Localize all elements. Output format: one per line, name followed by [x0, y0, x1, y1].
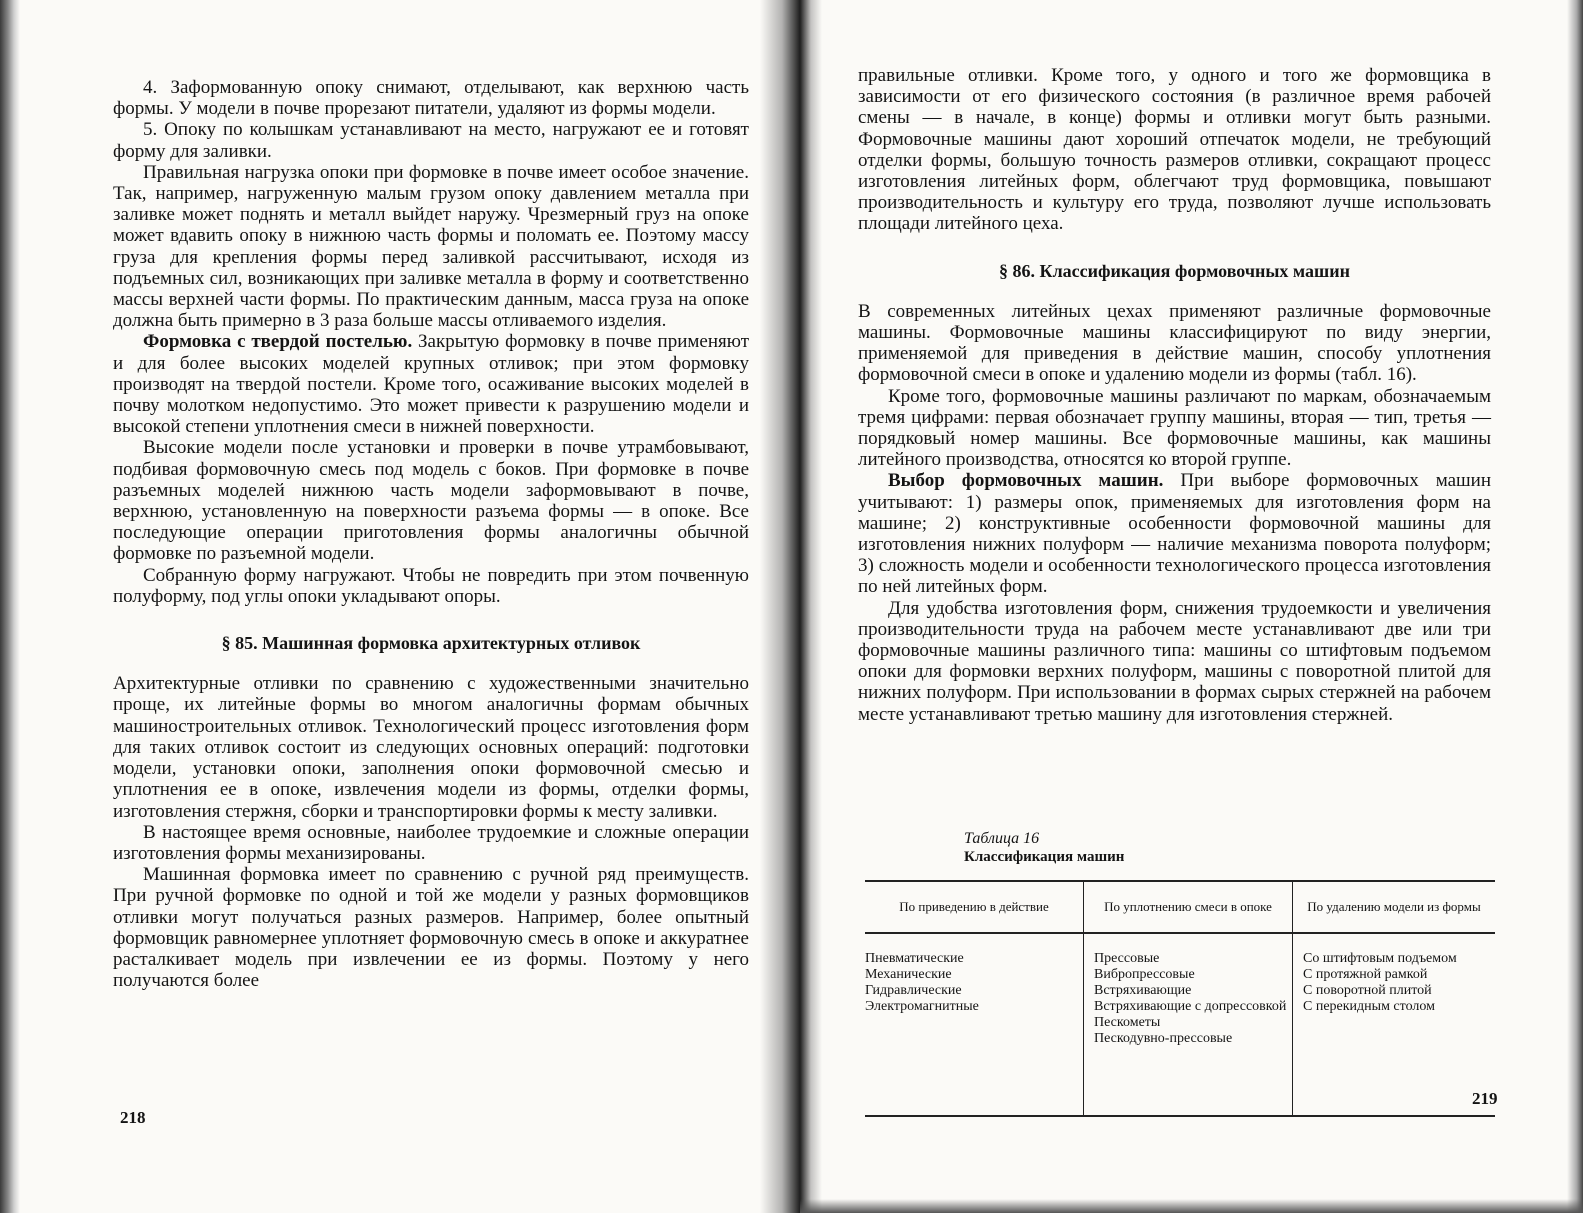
table-item: Со штифтовым подъемом: [1303, 951, 1457, 966]
paragraph: Собранную форму нагружают. Чтобы не повредить при этом почвенную полуформу, под углы опоки укладывают опоры.: [113, 564, 749, 607]
spine-shadow: [800, 0, 822, 1213]
page-bottom-shadow: [800, 1199, 1583, 1213]
table-item: Вибропрессовые: [1094, 967, 1195, 982]
table-item: С перекидным столом: [1303, 999, 1435, 1014]
section-heading-85: § 85. Машинная формовка архитектурных отливок: [221, 633, 641, 654]
right-text-column: [858, 65, 1491, 725]
table-header-row: [865, 881, 1495, 933]
table-label: Таблица 16: [964, 830, 1040, 847]
table-item: Прессовые: [1094, 951, 1160, 966]
page-edge-shadow: [0, 0, 20, 1213]
table-item: С протяжной рамкой: [1303, 967, 1428, 982]
paragraph: Правильная нагрузка опоки при формовке в почве имеет особое значение. Так, например, нагруженную малым грузом опоку давлением металла при заливке может поднять и металл выйдет наружу. Чрезмерный груз на опоке может вдавить опоку в нижнюю часть формы и поломать ее. Поэтому массу груза для крепления формы перед заливкой рассчитывают, исходя из подъемных сил, возникающих при заливке металла в форму и соответственно массы верхней части формы. По практическим данным, масса груза на опоке должна быть примерно в 3 раза больше массы отливаемого изделия.: [113, 161, 749, 332]
table-caption: [964, 830, 1124, 866]
table-item: Электромагнитные: [865, 999, 979, 1014]
table-item: Пневматические: [865, 951, 964, 966]
table-cell-actuation: [865, 933, 1084, 1116]
run-in-heading: Формовка с твердой постелью.: [143, 331, 413, 353]
paragraph: Кроме того, формовочные машины различают по маркам, обозначаемым тремя цифрами: первая обозначает группу машины, вторая — тип, третья — порядковый номер машины. Все формовочные машины, как машины литейного производства, относятся ко второй группе.: [858, 385, 1491, 471]
paragraph-selection: [858, 470, 1491, 597]
paragraph: Машинная формовка имеет по сравнению с ручной ряд преимуществ. При ручной формовке по одной и той же модели у разных формовщиков отливки могут получаться разных размеров. Например, более опытный формовщик равномернее уплотняет формовочную смесь в опоке и аккуратнее расталкивает модель при извлечении ее из формы. Поэтому у него получаются более: [113, 864, 749, 992]
table-cell-removal: [1293, 933, 1496, 1116]
paragraph: В настоящее время основные, наиболее трудоемкие и сложные операции изготовления формы механизированы.: [113, 821, 749, 864]
section-heading-86: § 86. Классификация формовочных машин: [999, 260, 1350, 281]
paragraph: 5. Опоку по колышкам устанавливают на место, нагружают ее и готовят форму для заливки.: [113, 119, 749, 162]
paragraph-continuation: правильные отливки. Кроме того, у одного и того же формовщика в зависимости от его физического состояния (в различное время рабочей смены — в начале, в конце) формы и отливки могут быть разными. Формовочные машины дают хороший отпечаток модели, не требующий отделки формы, большую точность размеров отливки, сокращают процесс изготовления литейных форм, облегчают труд формовщика, повышают производительность и культуру его труда, позволяют лучше использовать площади литейного цеха.: [858, 65, 1491, 235]
paragraph-text: Закрытую формовку в почве применяют и для более высоких моделей крупных отливок; при этом формовку производят на твердой постели. Кроме того, осаживание высоких моделей в почву молотком недопустимо. Это может привести к разрушению модели и высокой степени уплотнения смеси в нижней поверхности.: [113, 331, 749, 438]
table-title: Классификация машин: [964, 849, 1125, 865]
spine-shadow: [760, 0, 800, 1213]
table-cell-compaction: [1084, 933, 1293, 1116]
paragraph: Архитектурные отливки по сравнению с художественными значительно проще, их литейные формы во многом аналогичны формам обычных машиностроительных отливок. Технологический процесс изготовления форм для таких отливок состоит из следующих основных операций: подготовки модели, установки опоки, заполнения опоки формовочной смесью и уплотнения ее в опоке, извлечения модели из формы, отделки формы, изготовления стержня, сборки и транспортировки формы к месту заливки.: [113, 673, 749, 822]
paragraph: Высокие модели после установки и проверки в почве утрамбовывают, подбивая формовочную смесь под модель с боков. При формовке в почве разъемных моделей нижнюю часть модели заформовывают в почве, верхнюю, установленную на поверхности разъема формы — в опоке. Все последующие операции приготовления формы аналогичны обычной формовке по разъемной модели.: [113, 437, 749, 565]
paragraph: В современных литейных цехах применяют различные формовочные машины. Формовочные машины классифицируют по виду энергии, применяемой для приведения в действие машин, способу уплотнения формовочной смеси в опоке и удалению модели из формы (табл. 16).: [858, 300, 1491, 386]
left-text-column: [113, 77, 749, 991]
table-item: С поворотной плитой: [1303, 983, 1432, 998]
table-item: Механические: [865, 967, 952, 982]
table-item: Гидравлические: [865, 983, 962, 998]
table-header-cell: По удалению модели из формы: [1293, 881, 1496, 933]
paragraph: Для удобства изготовления форм, снижения трудоемкости и увеличения производительности труда на рабочем месте устанавливают две или три формовочные машины различного типа: машины со штифтовым подъемом опоки для формовки верхних полуформ, машины с поворотной плитой для нижних полуформ. При использовании в формах сырых стержней на рабочем месте устанавливают третью машину для изготовления стержней.: [858, 597, 1491, 725]
table-item: Пескодувно-прессовые: [1094, 1031, 1233, 1046]
page-edge-shadow: [1567, 0, 1583, 1213]
paragraph-text: При выборе формовочных машин учитывают: 1) размеры опок, применяемых для изготовления форм на машине; 2) конструктивные особенности формовочной машины для изготовления нижних полуформ — наличие механизма поворота полуформ; 3) сложность модели и особенности технологического процесса изготовления по ней литейных форм.: [858, 470, 1491, 598]
table-item: Встряхивающие: [1094, 983, 1192, 998]
run-in-heading: Выбор формовочных машин.: [888, 470, 1164, 492]
table-row: [865, 933, 1495, 1116]
page-number-left: 218: [120, 1108, 146, 1127]
classification-table: [865, 880, 1495, 1117]
table-header-cell: По уплотнению смеси в опоке: [1084, 881, 1293, 933]
table-item: Встряхивающие с допрессовкой: [1094, 999, 1287, 1014]
paragraph-hard-bed: [113, 331, 749, 437]
table-item: Пескометы: [1094, 1015, 1161, 1030]
paragraph: 4. Заформованную опоку снимают, отделывают, как верхнюю часть формы. У модели в почве прорезают питатели, удаляют из формы модели.: [113, 77, 749, 120]
table-header-cell: По приведению в действие: [865, 881, 1084, 933]
page-number-right: 219: [1472, 1089, 1498, 1108]
